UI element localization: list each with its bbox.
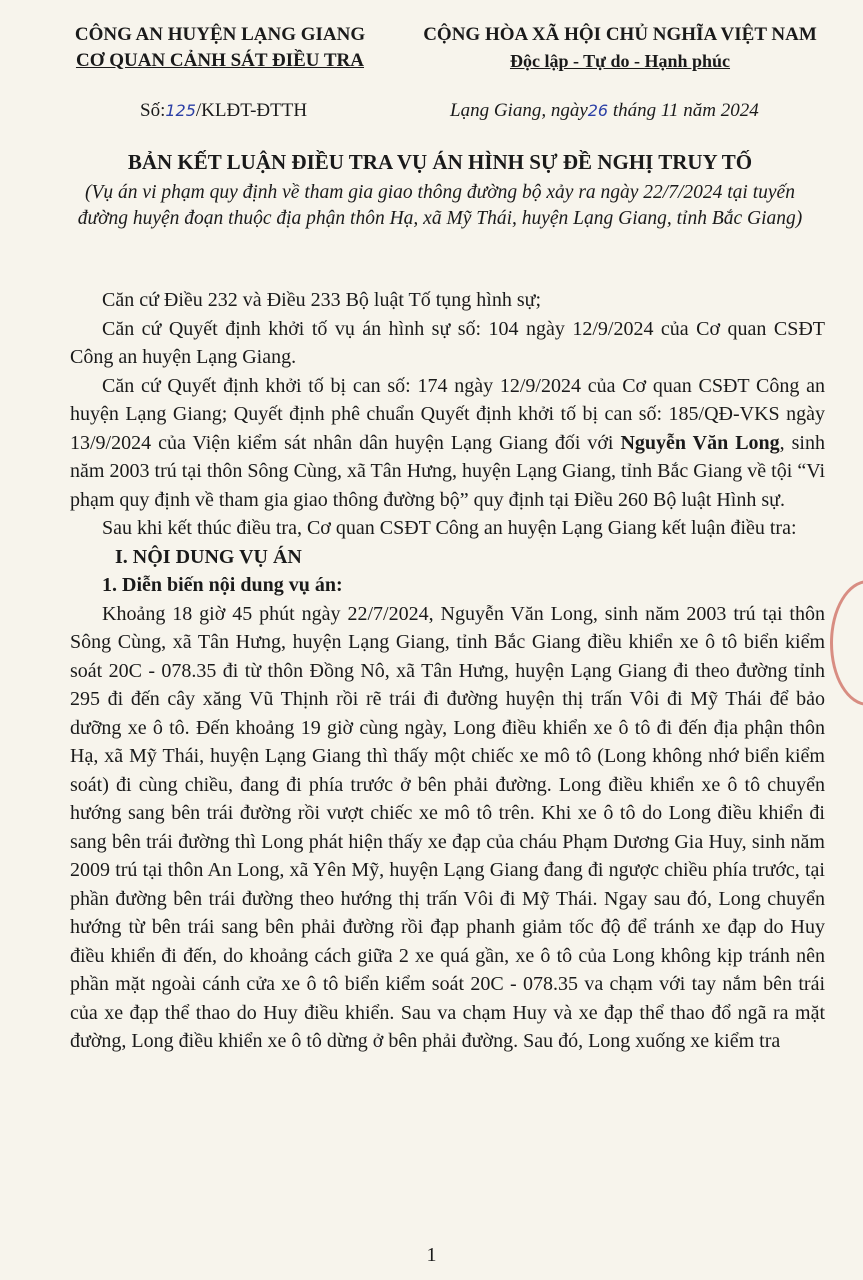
paragraph: Căn cứ Điều 232 và Điều 233 Bộ luật Tố tụng hình sự;	[102, 289, 542, 311]
handwritten-number: 125	[165, 101, 196, 120]
document-body	[70, 286, 825, 1056]
document-title: BẢN KẾT LUẬN ĐIỀU TRA VỤ ÁN HÌNH SỰ ĐỀ NGHỊ TRUY TỐ	[127, 150, 753, 174]
agency-name: CÔNG AN HUYỆN LẠNG GIANG	[74, 24, 366, 45]
paragraph: Khoảng 18 giờ 45 phút ngày 22/7/2024, Nguyễn Văn Long, sinh năm 2003 trú tại thôn Sông Cùng, xã Tân Hưng, huyện Lạng Giang, tỉnh Bắc Giang điều khiển xe ô tô biển kiểm soát 20C - 078.35 đi từ thôn Đồng Nô, xã Tân Hưng, huyện Lạng Giang đi theo đường tỉnh 295 đi đến cây xăng Vũ Thịnh rồi rẽ trái đi đường huyện thị trấn Vôi đi Mỹ Thái để bảo dưỡng xe ô tô. Đến khoảng 19 giờ cùng ngày, Long điều khiển xe ô tô đi đến địa phận thôn Hạ, xã Mỹ Thái, huyện Lạng Giang thì thấy một chiếc xe mô tô (Long không nhớ biển kiểm soát) đi cùng chiều, đang đi phía trước ở bên phải đường. Long điều khiển xe ô tô chuyển hướng sang bên trái đường rồi vượt chiếc xe mô tô trên. Khi xe ô tô do Long điều khiển đi sang bên trái đường thì Long phát hiện thấy xe đạp của cháu Phạm Dương Gia Huy, sinh năm 2009 trú tại thôn An Long, xã Yên Mỹ, huyện Lạng Giang đang đi ngược chiều phía trước, tại phần đường bên trái đường theo hướng thị trấn Vôi đi Mỹ Thái. Ngay sau đó, Long chuyển hướng từ bên trái sang bên phải đường rồi đạp phanh giảm tốc độ để tránh xe đạp do Huy điều khiển đi đến, do khoảng cách giữa 2 xe quá gần, xe ô tô của Long không kịp tránh nên phần mặt ngoài cánh cửa xe ô tô biển kiểm soát 20C - 078.35 va chạm với tay nắm bên trái của xe đạp thể thao do Huy điều khiển. Sau va chạm Huy và xe đạp thể thao đổ ngã ra mặt đường, Long điều khiển xe ô tô dừng ở bên phải đường. Sau đó, Long xuống xe kiểm tra	[70, 602, 825, 1052]
paragraph: Căn cứ Quyết định khởi tố bị can số: 174 ngày 12/9/2024 của Cơ quan CSĐT Công an huyện Lạng Giang; Quyết định phê chuẩn Quyết định khởi tố bị can số: 185/QĐ-VKS ngày 13/9/2024 của Viện kiểm sát nhân dân huyện Lạng Giang đối với Nguyễn Văn Long, sinh năm 2003 trú tại thôn Sông Cùng, xã Tân Hưng, huyện Lạng Giang, tỉnh Bắc Giang về tội “Vi phạm quy định về tham gia giao thông đường bộ” quy định tại Điều 260 Bộ luật Hình sự.	[70, 374, 825, 511]
subsection-heading: 1. Diễn biến nội dung vụ án:	[102, 574, 343, 596]
place-date: Lạng Giang, ngày26 tháng 11 năm 2024	[450, 100, 759, 121]
national-header	[400, 22, 840, 74]
paragraph: Sau khi kết thúc điều tra, Cơ quan CSĐT Công an huyện Lạng Giang kết luận điều tra:	[102, 517, 797, 539]
seal-stamp-edge	[830, 580, 863, 706]
document-number: Số:125/KLĐT-ĐTTH	[140, 100, 308, 121]
page-number: 1	[426, 1244, 437, 1266]
section-heading: I. NỘI DUNG VỤ ÁN	[115, 545, 302, 568]
paragraph: Căn cứ Quyết định khởi tố vụ án hình sự số: 104 ngày 12/9/2024 của Cơ quan CSĐT Công an huyện Lạng Giang.	[70, 317, 825, 368]
national-title: CỘNG HÒA XÃ HỘI CHỦ NGHĨA VIỆT NAM	[423, 24, 817, 45]
defendant-name: Nguyễn Văn Long	[620, 431, 780, 454]
agency-department: CƠ QUAN CẢNH SÁT ĐIỀU TRA	[75, 50, 365, 71]
agency-header	[40, 22, 400, 74]
national-motto: Độc lập - Tự do - Hạnh phúc	[509, 51, 731, 71]
document-subtitle: (Vụ án vi phạm quy định về tham gia giao thông đường bộ xảy ra ngày 22/7/2024 tại tuyến đường huyện đoạn thuộc địa phận thôn Hạ, xã Mỹ Thái, huyện Lạng Giang, tỉnh Bắc Giang)	[77, 182, 803, 229]
handwritten-day: 26	[587, 101, 609, 120]
